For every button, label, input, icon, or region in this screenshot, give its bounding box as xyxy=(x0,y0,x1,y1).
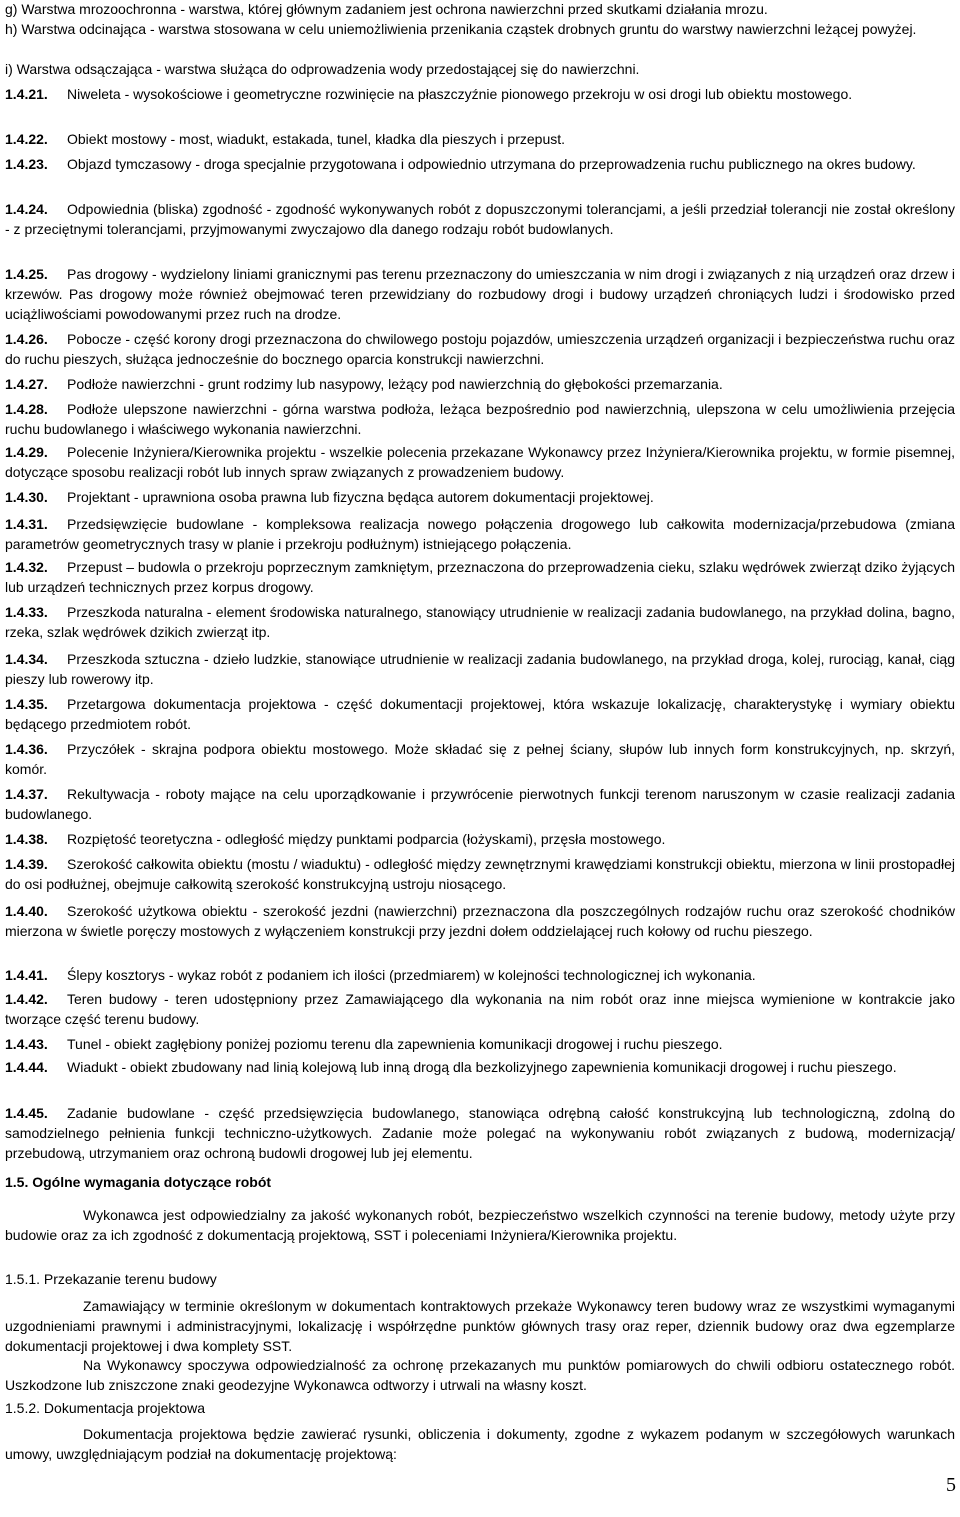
definition-number: 1.4.41. xyxy=(5,967,48,983)
definition-1-4-27 xyxy=(5,375,955,395)
definition-1-4-28 xyxy=(5,400,955,440)
definition-1-4-32 xyxy=(5,558,955,598)
definition-1-4-23 xyxy=(5,155,955,175)
definition-text: Przedsięwzięcie budowlane - kompleksowa realizacja nowego połączenia drogowego lub całkowita modernizacja/przebudowa (zmiana parametrów geometrycznych trasy w planie i przekroju podłużnym) istniejącego połączenia. xyxy=(5,516,955,552)
definition-1-4-37 xyxy=(5,785,955,825)
definition-number: 1.4.42. xyxy=(5,991,48,1007)
definition-1-4-40 xyxy=(5,902,955,942)
section-1-5-1-paragraph-1: Zamawiający w terminie określonym w dokumentach kontraktowych przekaże Wykonawcy teren budowy wraz ze wszystkimi wymaganymi uzgodnieniami prawnymi i administracyjnymi, lokalizację i współrzędne punktów głównych trasy oraz reper, dziennik budowy oraz dwa egzemplarze dokumentacji projektowej i dwa komplety SST. xyxy=(5,1298,955,1354)
definition-1-4-39 xyxy=(5,855,955,895)
definition-number: 1.4.26. xyxy=(5,331,48,347)
definition-1-4-21 xyxy=(5,85,955,105)
definition-text: Szerokość całkowita obiektu (mostu / wiaduktu) - odległość między zewnętrznymi krawędziami konstrukcji obiektu, mierzona w linii prostopadłej do osi podłużnej, obejmuje całkowitą szerokość konstrukcyjną ustroju niosącego. xyxy=(5,856,955,892)
definition-number: 1.4.29. xyxy=(5,444,48,460)
definition-1-4-42 xyxy=(5,990,955,1030)
definition-number: 1.4.27. xyxy=(5,376,48,392)
definition-text: Szerokość użytkowa obiektu - szerokość jezdni (nawierzchni) przeznaczona dla poszczególnych rodzajów ruchu oraz szerokość chodników mierzona w świetle poręczy mostowych z wyłączeniem konstrukcji przy jezdni dołem oddzielającej ruch kołowy od ruchu pieszego. xyxy=(5,903,955,939)
definition-number: 1.4.35. xyxy=(5,696,48,712)
definition-text: Projektant - uprawniona osoba prawna lub fizyczna będąca autorem dokumentacji projektowej. xyxy=(67,489,654,505)
definition-number: 1.4.38. xyxy=(5,831,48,847)
definition-number: 1.4.22. xyxy=(5,131,48,147)
definition-text: Polecenie Inżyniera/Kierownika projektu - wszelkie polecenia przekazane Wykonawcy przez Inżyniera/Kierownika projektu, w formie pisemnej, dotyczące sposobu realizacji robót lub innych spraw związanych z prowadzeniem budowy. xyxy=(5,444,955,480)
definition-number: 1.4.28. xyxy=(5,401,48,417)
definition-1-4-38 xyxy=(5,830,955,850)
list-item-i: i) Warstwa odsączająca - warstwa służąca do odprowadzenia wody przedostającej się do nawierzchni. xyxy=(5,61,640,77)
definition-number: 1.4.25. xyxy=(5,266,48,282)
definition-number: 1.4.36. xyxy=(5,741,48,757)
definition-text: Pobocze - część korony drogi przeznaczona do chwilowego postoju pojazdów, umieszczenia urządzeń organizacji i bezpieczeństwa ruchu oraz do ruchu pieszych, służąca jednocześnie do bocznego oparcia konstrukcji nawierzchni. xyxy=(5,331,955,367)
definition-text: Wiadukt - obiekt zbudowany nad linią kolejową lub inną drogą dla bezkolizyjnego zapewnienia komunikacji drogowej i ruchu pieszego. xyxy=(67,1059,897,1075)
definition-1-4-36 xyxy=(5,740,955,780)
section-1-5-2-paragraph: Dokumentacja projektowa będzie zawierać rysunki, obliczenia i dokumenty, zgodne z wykazem podanym w szczegółowych warunkach umowy, uwzględniającym podział na dokumentację projektową: xyxy=(5,1426,955,1462)
definition-text: Odpowiednia (bliska) zgodność - zgodność wykonywanych robót z dopuszczonymi tolerancjami, a jeśli przedział tolerancji nie został określony - z przeciętnymi tolerancjami, przyjmowanymi zwyczajowo dla danego rodzaju robót budowlanych. xyxy=(5,201,955,237)
definition-number: 1.4.45. xyxy=(5,1105,48,1121)
definition-number: 1.4.44. xyxy=(5,1059,48,1075)
definition-text: Obiekt mostowy - most, wiadukt, estakada, tunel, kładka dla pieszych i przepust. xyxy=(67,131,566,147)
definition-1-4-34 xyxy=(5,650,955,690)
definition-number: 1.4.31. xyxy=(5,516,48,532)
definition-1-4-24 xyxy=(5,200,955,240)
definition-text: Niweleta - wysokościowe i geometryczne rozwinięcie na płaszczyźnie pionowego przekroju w osi drogi lub obiektu mostowego. xyxy=(67,86,853,102)
definition-text: Podłoże ulepszone nawierzchni - górna warstwa podłoża, leżąca bezpośrednio pod nawierzchnią, ulepszona w celu umożliwienia przejęcia ruchu budowlanego i właściwego wykonania nawierzchni. xyxy=(5,401,955,437)
definition-number: 1.4.24. xyxy=(5,201,48,217)
definition-1-4-22 xyxy=(5,130,955,150)
definition-text: Objazd tymczasowy - droga specjalnie przygotowana i odpowiednio utrzymana do przeprowadzenia ruchu publicznego na okres budowy. xyxy=(67,156,916,172)
definition-number: 1.4.33. xyxy=(5,604,48,620)
definition-text: Przetargowa dokumentacja projektowa - część dokumentacji projektowej, która wskazuje lokalizację, charakterystykę i wymiary obiektu będącego przedmiotem robót. xyxy=(5,696,955,732)
definition-1-4-35 xyxy=(5,695,955,735)
section-1-5-paragraph: Wykonawca jest odpowiedzialny za jakość wykonanych robót, bezpieczeństwo wszelkich czynności na terenie budowy, metody użyte przy budowie oraz za ich zgodność z dokumentacją projektową, SST i poleceniami Inżyniera/Kierownika projektu. xyxy=(5,1207,955,1243)
definition-text: Przyczółek - skrajna podpora obiektu mostowego. Może składać się z pełnej ściany, słupów lub innych form konstrukcyjnych, np. skrzyń, komór. xyxy=(5,741,955,777)
definition-1-4-25 xyxy=(5,265,955,324)
definition-number: 1.4.43. xyxy=(5,1036,48,1052)
definition-number: 1.4.40. xyxy=(5,903,48,919)
definition-text: Rozpiętość teoretyczna - odległość między punktami podparcia (łożyskami), przęsła mostowego. xyxy=(67,831,666,847)
definition-1-4-44 xyxy=(5,1058,955,1078)
definition-text: Przepust – budowla o przekroju poprzecznym zamkniętym, przeznaczona do przeprowadzenia cieku, szlaku wędrówek zwierząt dziko żyjących lub urządzeń technicznych przez korpus drogowy. xyxy=(5,559,955,595)
definition-number: 1.4.21. xyxy=(5,86,48,102)
definition-text: Zadanie budowlane - część przedsięwzięcia budowlanego, stanowiąca odrębną całość konstrukcyjną lub technologiczną, zdolną do samodzielnego pełnienia funkcji techniczno-użytkowych. Zadanie może polegać na wykonywaniu robót związanych z budową, modernizacją/ przebudową, utrzymaniem oraz ochroną budowli drogowej lub jej elementu. xyxy=(5,1105,955,1161)
definition-number: 1.4.37. xyxy=(5,786,48,802)
section-heading-1-5: 1.5. Ogólne wymagania dotyczące robót xyxy=(5,1174,272,1190)
definition-text: Tunel - obiekt zagłębiony poniżej poziomu terenu dla zapewnienia komunikacji drogowej i ruchu pieszego. xyxy=(67,1036,723,1052)
definition-text: Rekultywacja - roboty mające na celu uporządkowanie i przywrócenie pierwotnych funkcji terenom naruszonym w czasie realizacji zadania budowlanego. xyxy=(5,786,955,822)
list-item-h: h) Warstwa odcinająca - warstwa stosowana w celu uniemożliwienia przenikania cząstek drobnych gruntu do warstwy nawierzchni leżącej powyżej. xyxy=(5,21,917,37)
definition-text: Pas drogowy - wydzielony liniami granicznymi pas terenu przeznaczony do umieszczania w nim drogi i związanych z nią urządzeń oraz drzew i krzewów. Pas drogowy może również obejmować teren przewidziany do rozbudowy drogi i budowy urządzeń chroniących ludzi i środowisko przed uciążliwościami powodowanymi przez ruch na drodze. xyxy=(5,266,955,322)
section-heading-1-5-2: 1.5.2. Dokumentacja projektowa xyxy=(5,1400,205,1416)
definition-number: 1.4.34. xyxy=(5,651,48,667)
section-1-5-1-paragraph-2: Na Wykonawcy spoczywa odpowiedzialność za ochronę przekazanych mu punktów pomiarowych do chwili odbioru ostatecznego robót. Uszkodzone lub zniszczone znaki geodezyjne Wykonawca odtworzy i utrwali na własny koszt. xyxy=(5,1357,955,1393)
definition-1-4-41 xyxy=(5,966,955,986)
definition-text: Teren budowy - teren udostępniony przez Zamawiającego dla wykonania na nim robót oraz inne miejsca wymienione w kontrakcie jako tworzące część terenu budowy. xyxy=(5,991,955,1027)
definition-number: 1.4.39. xyxy=(5,856,48,872)
definition-1-4-29 xyxy=(5,443,955,483)
definition-text: Przeszkoda naturalna - element środowiska naturalnego, stanowiący utrudnienie w realizacji zadania budowlanego, na przykład dolina, bagno, rzeka, szlak wędrówek dzikich zwierząt itp. xyxy=(5,604,955,640)
definition-number: 1.4.30. xyxy=(5,489,48,505)
definition-1-4-43 xyxy=(5,1035,955,1055)
definition-number: 1.4.23. xyxy=(5,156,48,172)
definition-1-4-31 xyxy=(5,515,955,555)
definition-text: Ślepy kosztorys - wykaz robót z podaniem ich ilości (przedmiarem) w kolejności technologicznej ich wykonania. xyxy=(67,967,756,983)
definition-1-4-30 xyxy=(5,488,955,508)
page-number: 5 xyxy=(946,1474,956,1496)
definition-1-4-26 xyxy=(5,330,955,370)
definition-text: Przeszkoda sztuczna - dzieło ludzkie, stanowiące utrudnienie w realizacji zadania budowlanego, na przykład droga, kolej, rurociąg, kanał, ciąg pieszy lub rowerowy itp. xyxy=(5,651,955,687)
section-heading-1-5-1: 1.5.1. Przekazanie terenu budowy xyxy=(5,1271,217,1287)
definition-1-4-33 xyxy=(5,603,955,643)
definition-text: Podłoże nawierzchni - grunt rodzimy lub nasypowy, leżący pod nawierzchnią do głębokości przemarzania. xyxy=(67,376,723,392)
definition-1-4-45 xyxy=(5,1104,955,1163)
definition-number: 1.4.32. xyxy=(5,559,48,575)
list-item-g: g) Warstwa mrozoochronna - warstwa, której głównym zadaniem jest ochrona nawierzchni przed skutkami działania mrozu. xyxy=(5,1,768,17)
